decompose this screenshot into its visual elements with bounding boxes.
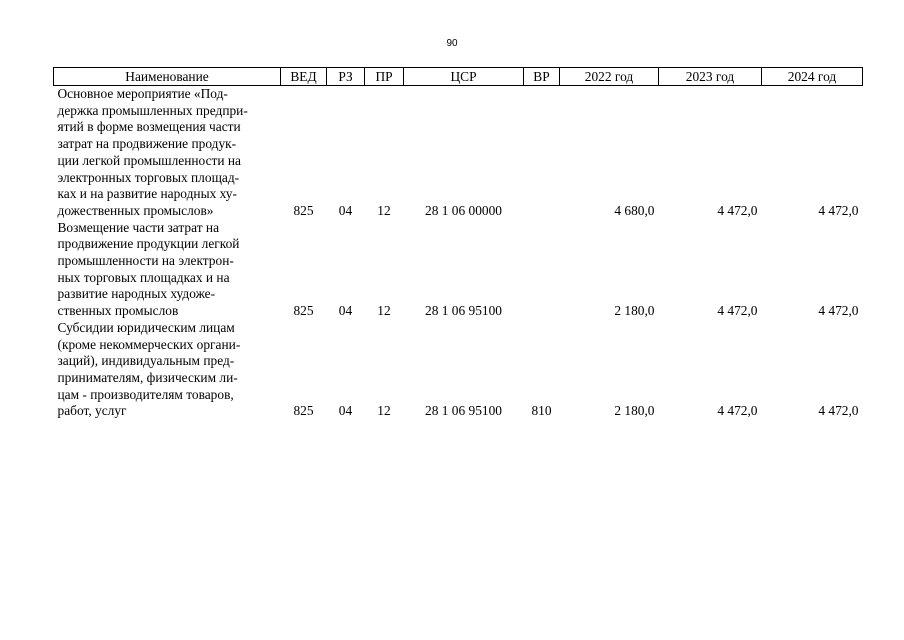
header-ved: ВЕД (281, 68, 327, 86)
name-line: ных торговых площадках и на (57, 269, 230, 285)
budget-table (53, 67, 863, 420)
table-row (54, 220, 863, 320)
name-line: ятий в форме возмещения части (57, 119, 241, 135)
csr-cell: 28 1 06 00000 (425, 202, 502, 218)
row-name-cell (54, 320, 281, 420)
amount-2023-cell: 4 472,0 (717, 303, 758, 319)
csr-cell: 28 1 06 95100 (425, 403, 502, 419)
header-csr: ЦСР (404, 68, 524, 86)
amount-2024-cell: 4 472,0 (818, 403, 859, 419)
name-line: цам - производителям товаров, (57, 386, 234, 402)
name-line: работ, услуг (57, 403, 127, 419)
row-name-cell (54, 220, 281, 320)
name-line: (кроме некоммерческих органи- (57, 336, 241, 352)
name-line: электронных торговых площад- (57, 169, 240, 185)
vr-cell: 810 (531, 403, 552, 419)
rz-cell: 04 (338, 202, 353, 218)
name-line: дожественных промыслов» (57, 202, 214, 218)
header-2023: 2023 год (659, 68, 762, 86)
name-line: ственных промыслов (57, 303, 179, 319)
name-line: ках и на развитие народных ху- (57, 186, 237, 202)
header-row (54, 68, 863, 86)
ved-cell: 825 (293, 202, 314, 218)
pr-cell: 12 (377, 303, 391, 319)
header-2024: 2024 год (762, 68, 863, 86)
amount-2022-cell: 2 180,0 (614, 403, 655, 419)
vr-cell (524, 86, 560, 220)
header-vr: ВР (524, 68, 560, 86)
header-2022: 2022 год (560, 68, 659, 86)
header-pr: ПР (365, 68, 404, 86)
table-header (54, 68, 863, 86)
page-number: 90 (446, 38, 458, 49)
pr-cell: 12 (377, 403, 391, 419)
name-line: развитие народных художе- (57, 286, 216, 302)
amount-2023-cell: 4 472,0 (717, 202, 758, 218)
table-row (54, 320, 863, 420)
csr-cell: 28 1 06 95100 (425, 303, 502, 319)
amount-2024-cell: 4 472,0 (818, 303, 859, 319)
name-line: заций), индивидуальным пред- (57, 353, 235, 369)
rz-cell: 04 (338, 403, 353, 419)
name-line: держка промышленных предпри- (57, 102, 248, 118)
ved-cell: 825 (293, 303, 314, 319)
name-line: ции легкой промышленности на (57, 152, 241, 168)
amount-2022-cell: 4 680,0 (614, 202, 655, 218)
pr-cell: 12 (377, 202, 391, 218)
header-rz: РЗ (327, 68, 365, 86)
rz-cell: 04 (338, 303, 353, 319)
header-name: Наименование (54, 68, 281, 86)
vr-cell (524, 220, 560, 320)
name-line: продвижение продукции легкой (57, 236, 240, 252)
name-line: промышленности на электрон- (57, 253, 234, 269)
table-row (54, 86, 863, 220)
name-line: Возмещение части затрат на (57, 219, 220, 235)
table-body (54, 86, 863, 421)
ved-cell: 825 (293, 403, 314, 419)
name-line: затрат на продвижение продук- (57, 136, 237, 152)
name-line: Основное мероприятие «Под- (57, 86, 228, 101)
amount-2023-cell: 4 472,0 (717, 403, 758, 419)
row-name-cell (54, 86, 281, 220)
amount-2024-cell: 4 472,0 (818, 202, 859, 218)
amount-2022-cell: 2 180,0 (614, 303, 655, 319)
name-line: Субсидии юридическим лицам (57, 319, 235, 335)
name-line: принимателям, физическим ли- (57, 369, 238, 385)
